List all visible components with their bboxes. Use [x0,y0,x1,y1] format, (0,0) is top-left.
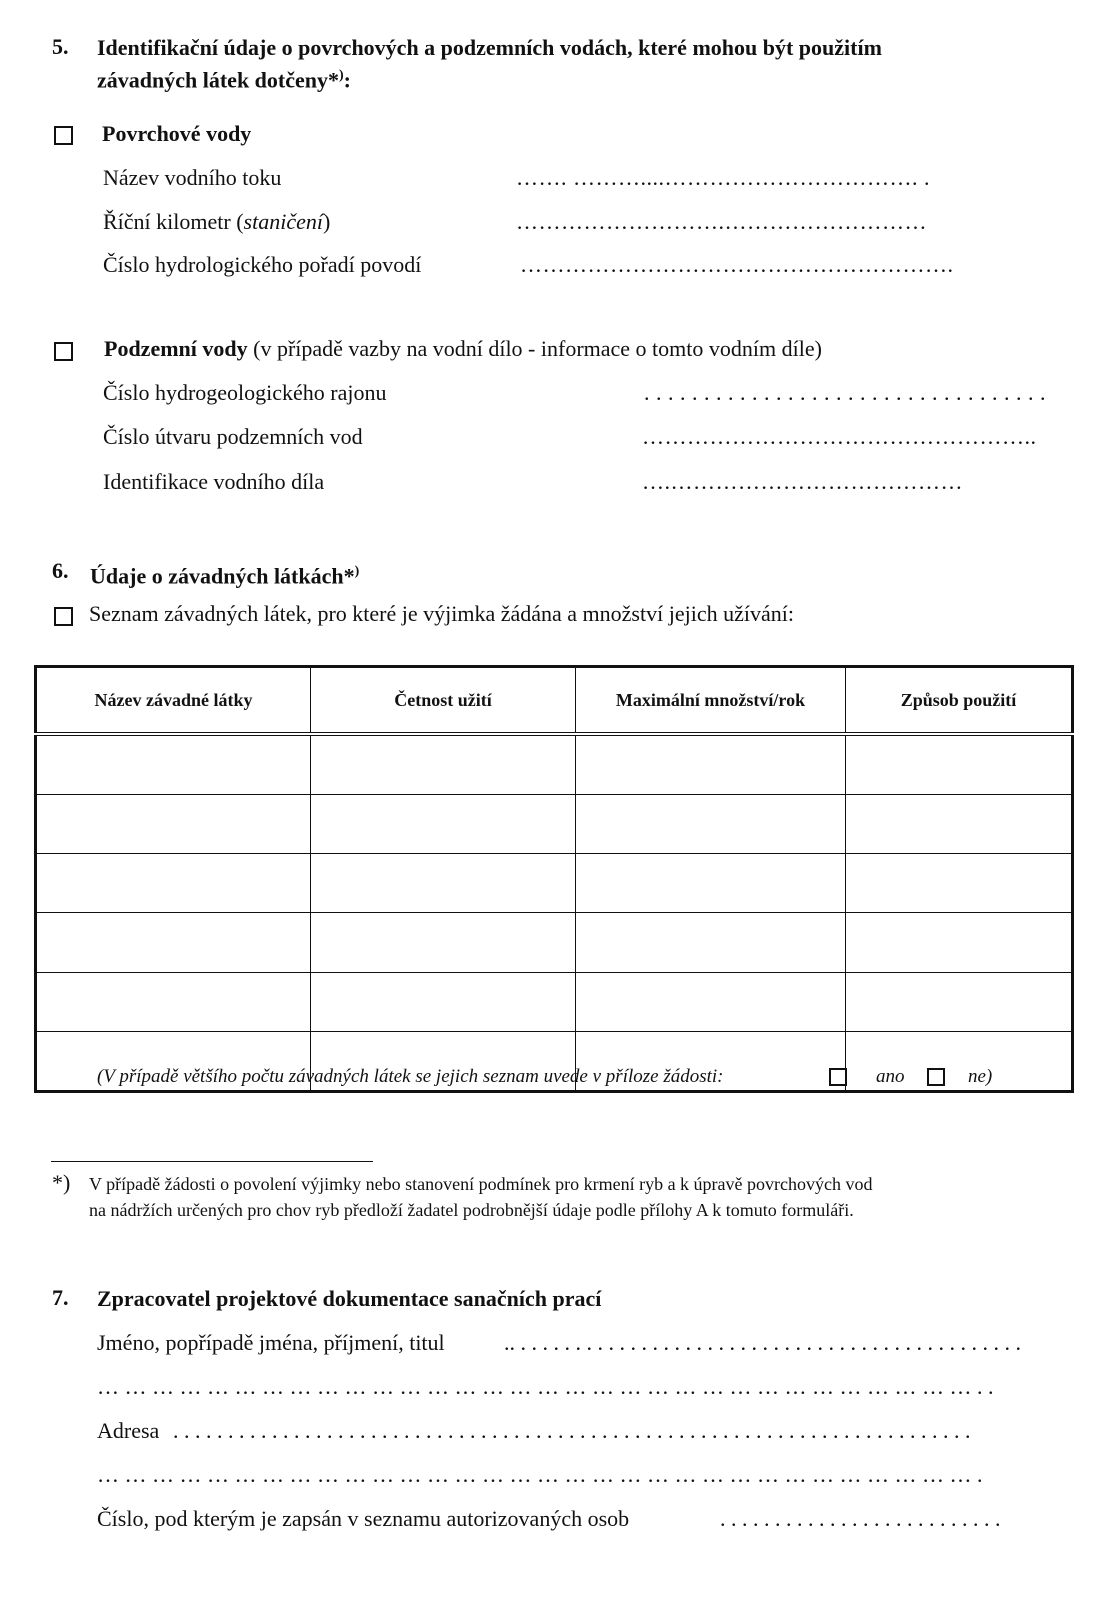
river-km-field[interactable]: ……………………….……………………… [516,209,927,234]
table-row [36,972,1073,1031]
section7-number: 7. [52,1285,69,1310]
footnote-marker: *) [52,1170,71,1195]
address-field[interactable]: . . . . . . . . . . . . . . . . . . . . . . . . . . . . . . . . . . . . . . . . . . . . . . . . . . . . . . . . . . . . . . . . . . . . . . . . . [173,1418,971,1443]
col-header-usage-method: Způsob použití [846,667,1073,735]
substances-table [34,665,1074,1093]
table-cell[interactable] [36,734,311,795]
table-cell[interactable] [311,795,576,854]
name-field-line2[interactable]: … … … … … … … … … … … … … … … … … … … … … … … … … … … … … … … … . . [97,1374,994,1399]
table-cell[interactable] [846,913,1073,972]
table-row [36,854,1073,913]
table-cell[interactable] [846,734,1073,795]
table-cell[interactable] [311,972,576,1031]
table-cell[interactable] [576,972,846,1031]
substances-list-checkbox[interactable] [54,607,73,626]
hydro-order-field[interactable]: …………………………………………………. [520,252,954,277]
section5-number: 5. [52,34,69,59]
footnote-line2: na nádržích určených pro chov ryb předloží žadatel podrobnější údaje podle přílohy A k tomuto formuláři. [89,1200,854,1220]
footnote-divider [51,1161,373,1162]
section5-title-line2: závadných látek dotčeny*): [97,67,351,93]
col-header-substance-name: Název závadné látky [36,667,311,735]
table-cell[interactable] [576,854,846,913]
authorization-number-field[interactable]: . . . . . . . . . . . . . . . . . . . . . . . . . . [720,1506,1001,1531]
table-cell[interactable] [576,795,846,854]
table-cell[interactable] [846,854,1073,913]
table-cell[interactable] [846,972,1073,1031]
hydro-order-label: Číslo hydrologického pořadí povodí [103,252,422,277]
note-no-label: ne) [968,1066,993,1087]
ground-waters-heading: Podzemní vody (v případě vazby na vodní dílo - informace o tomto vodním díle) [104,336,822,361]
note-yes-checkbox[interactable] [829,1068,847,1086]
name-field[interactable]: .. . . . . . . . . . . . . . . . . . . . . . . . . . . . . . . . . . . . . . . . . . . . . . . [504,1330,1021,1355]
table-note: (V případě většího počtu závadných látek se jejich seznam uvede v příloze žádosti: [97,1066,724,1087]
address-field-line2[interactable]: … … … … … … … … … … … … … … … … … … … … … … … … … … … … … … … … . [97,1462,983,1487]
address-label: Adresa [97,1418,160,1443]
authorization-number-label: Číslo, pod kterým je zapsán v seznamu autorizovaných osob [97,1506,630,1531]
col-header-frequency: Četnost užití [311,667,576,735]
table-cell[interactable] [36,913,311,972]
note-yes-label: ano [876,1066,905,1087]
note-no-checkbox[interactable] [927,1068,945,1086]
section6-title: Údaje o závadných látkách*) [90,563,360,589]
section6-number: 6. [52,558,69,583]
substances-list-label: Seznam závadných látek, pro které je výjimka žádána a množství jejich užívání: [89,601,794,626]
col-header-max-amount: Maximální množství/rok [576,667,846,735]
table-cell[interactable] [36,795,311,854]
table-row [36,913,1073,972]
table-cell[interactable] [311,913,576,972]
river-name-label: Název vodního toku [103,165,282,190]
river-name-field[interactable]: ……. ………....……………………………. . [516,165,930,190]
table-cell[interactable] [846,795,1073,854]
river-km-label: Říční kilometr (staničení) [103,209,331,234]
groundwater-body-field[interactable]: …………………………………………….. [642,424,1037,449]
surface-waters-checkbox[interactable] [54,126,73,145]
groundwater-body-label: Číslo útvaru podzemních vod [103,424,363,449]
hydrogeo-region-label: Číslo hydrogeologického rajonu [103,380,387,405]
table-cell[interactable] [576,913,846,972]
table-cell[interactable] [36,854,311,913]
hydrogeo-region-field[interactable]: . . . . . . . . . . . . . . . . . . . . . . . . . . . . . . . . . . [644,380,1046,405]
water-work-id-label: Identifikace vodního díla [103,469,325,494]
footnote-line1: V případě žádosti o povolení výjimky nebo stanovení podmínek pro krmení ryb a k úpravě povrchových vod [89,1174,873,1194]
section5-title-line1: Identifikační údaje o povrchových a podzemních vodách, které mohou být použitím [97,35,882,60]
surface-waters-heading: Povrchové vody [102,121,252,146]
water-work-id-field[interactable]: ….………………………………… [642,469,963,494]
table-cell[interactable] [36,972,311,1031]
table-cell[interactable] [576,734,846,795]
table-header-row [36,667,1073,735]
table-cell[interactable] [311,734,576,795]
section7-title: Zpracovatel projektové dokumentace sanačních prací [97,1286,602,1311]
table-cell[interactable] [311,854,576,913]
table-row [36,734,1073,795]
table-row [36,795,1073,854]
ground-waters-checkbox[interactable] [54,342,73,361]
name-label: Jméno, popřípadě jména, příjmení, titul [97,1330,445,1355]
